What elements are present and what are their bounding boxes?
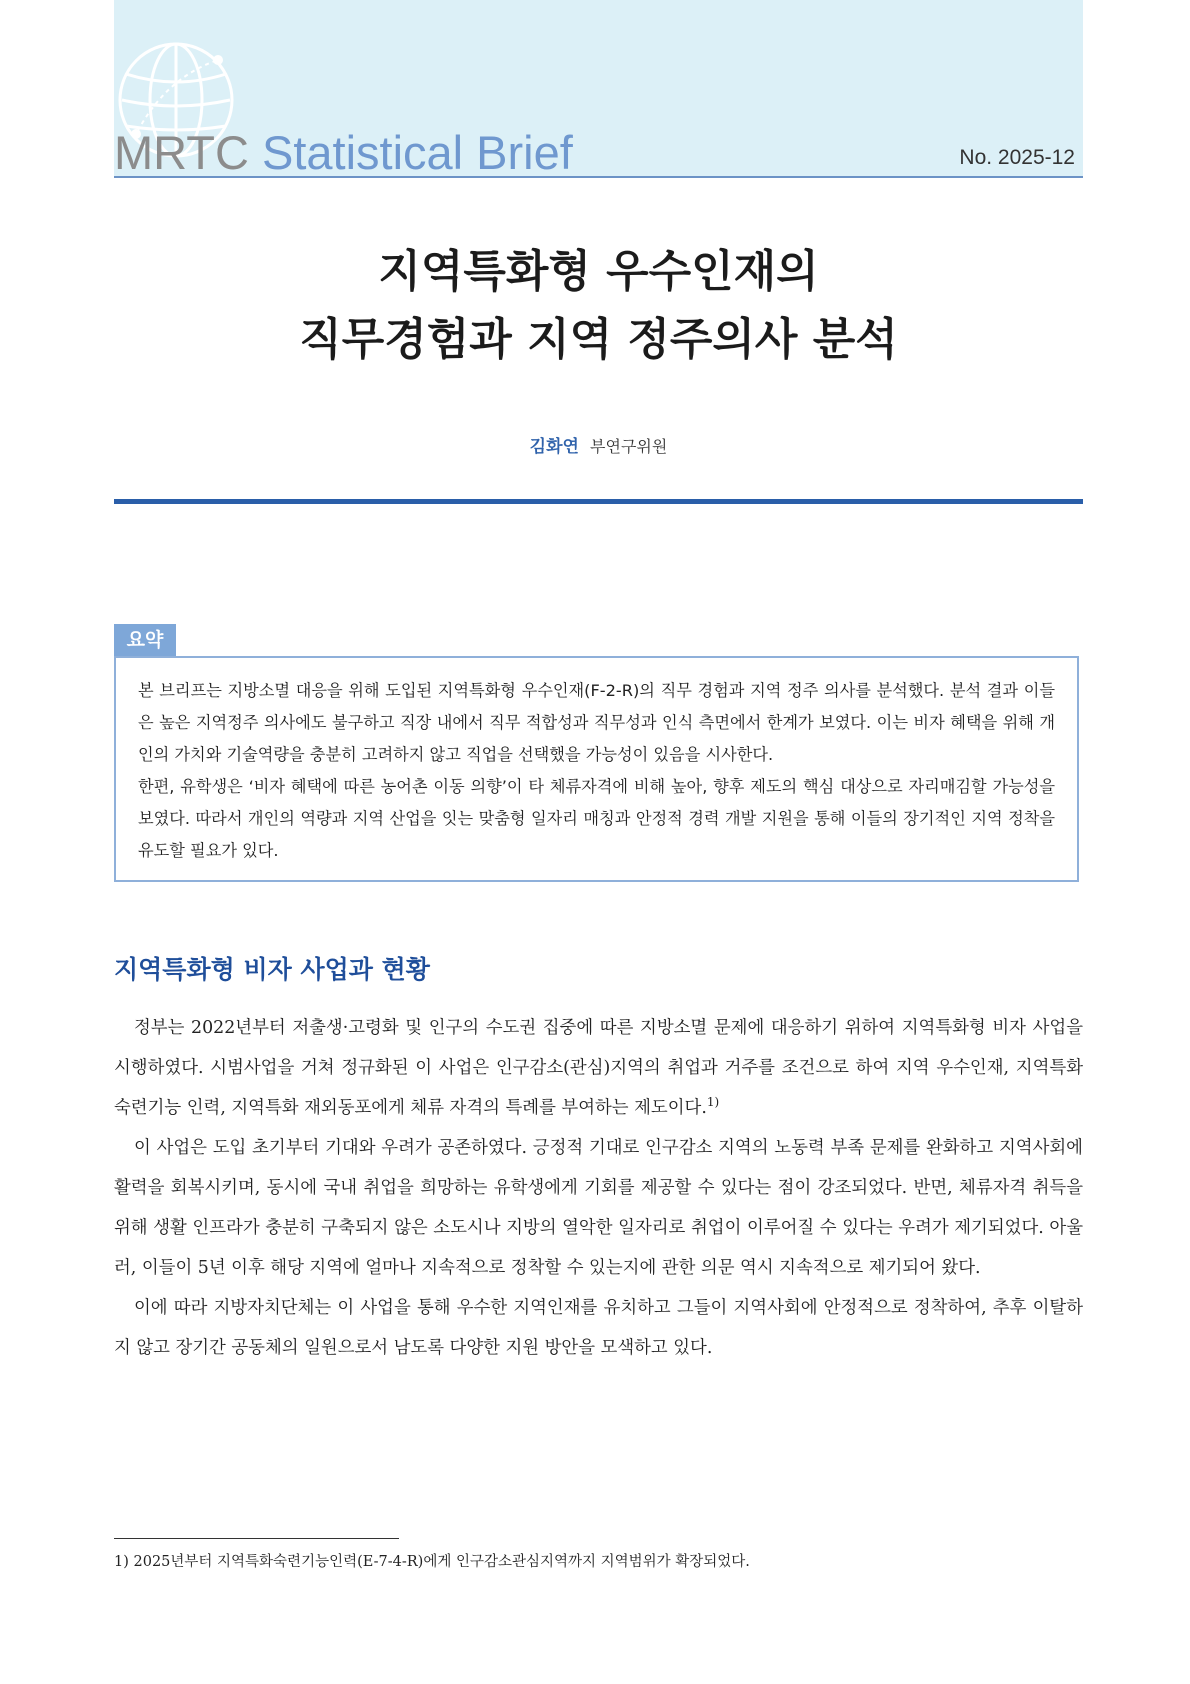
body-paragraph-1 (114, 1008, 1083, 1128)
body-paragraph-3: 이에 따라 지방자치단체는 이 사업을 통해 우수한 지역인재를 유치하고 그들이 지역사회에 안정적으로 정착하여, 추후 이탈하지 않고 장기간 공동체의 일원으로서 남도록 다양한 지원 방안을 모색하고 있다. (114, 1298, 1083, 1358)
footnote-divider (114, 1538, 399, 1539)
section-heading: 지역특화형 비자 사업과 현황 (114, 955, 430, 984)
footnote: 1) 2025년부터 지역특화숙련기능인력(E-7-4-R)에게 인구감소관심지역까지 지역범위가 확장되었다. (114, 1554, 750, 1570)
summary-box (114, 656, 1079, 882)
summary-paragraph-1: 본 브리프는 지방소멸 대응을 위해 도입된 지역특화형 우수인재(F-2-R)의 직무 경험과 지역 정주 의사를 분석했다. 분석 결과 이들은 높은 지역정주 의사에도 불구하고 직장 내에서 직무 적합성과 직무성과 인식 측면에서 한계가 보였다. 이는 비자 혜택을 위해 개인의 가치와 기술역량을 충분히 고려하지 않고 직업을 선택했을 가능성이 있음을 시사한다. (138, 681, 1055, 764)
author-name: 김화연 (529, 437, 579, 457)
issue-number: No. 2025-12 (959, 146, 1075, 169)
page-title (114, 238, 1083, 374)
brand-wordmark (114, 128, 573, 178)
report-header (114, 0, 1083, 178)
summary-label: 요약 (114, 624, 176, 656)
body-paragraph-1-text: 정부는 2022년부터 저출생·고령화 및 인구의 수도권 집중에 따른 지방소멸 문제에 대응하기 위하여 지역특화형 비자 사업을 시행하였다. 시범사업을 거쳐 정규화된 이 사업은 인구감소(관심)지역의 취업과 거주를 조건으로 하여 지역 우수인재, 지역특화 숙련기능 인력, 지역특화 재외동포에게 체류 자격의 특례를 부여하는 제도이다. (114, 1018, 1083, 1118)
section-body (114, 1008, 1083, 1368)
author-line (114, 432, 1083, 457)
title-line-2: 직무경험과 지역 정주의사 분석 (299, 314, 898, 365)
footnote-reference[interactable]: 1) (706, 1095, 720, 1110)
brand-statistical-brief: Statistical Brief (261, 126, 573, 179)
brand-mrtc: MRTC (114, 126, 249, 179)
author-role: 부연구위원 (590, 437, 668, 456)
title-line-1: 지역특화형 우수인재의 (378, 246, 819, 297)
summary-paragraph-2: 한편, 유학생은 ‘비자 혜택에 따른 농어촌 이동 의향’이 타 체류자격에 비해 높아, 향후 제도의 핵심 대상으로 자리매김할 가능성을 보였다. 따라서 개인의 역량과 지역 산업을 잇는 맞춤형 일자리 매칭과 안정적 경력 개발 지원을 통해 이들의 장기적인 지역 정착을 유도할 필요가 있다. (138, 777, 1055, 860)
body-paragraph-2: 이 사업은 도입 초기부터 기대와 우려가 공존하였다. 긍정적 기대로 인구감소 지역의 노동력 부족 문제를 완화하고 지역사회에 활력을 회복시키며, 동시에 국내 취업을 희망하는 유학생에게 기회를 제공할 수 있다는 점이 강조되었다. 반면, 체류자격 취득을 위해 생활 인프라가 충분히 구축되지 않은 소도시나 지방의 열악한 일자리로 취업이 이루어질 수 있다는 우려가 제기되었다. 아울러, 이들이 5년 이후 해당 지역에 얼마나 지속적으로 정착할 수 있는지에 관한 의문 역시 지속적으로 제기되어 왔다. (114, 1138, 1083, 1278)
title-divider (114, 499, 1083, 504)
